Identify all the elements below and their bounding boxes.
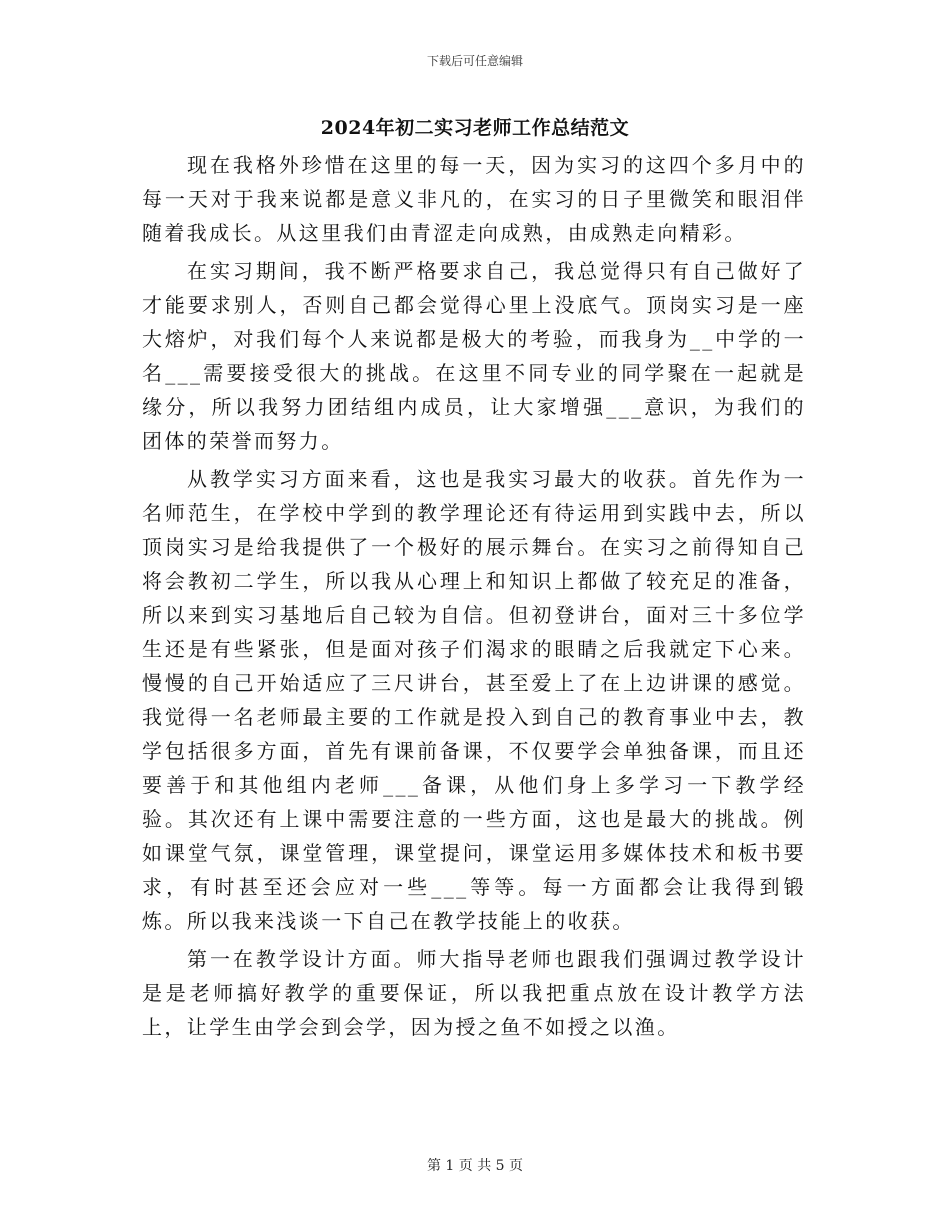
page-number: 第 1 页 共 5 页: [426, 1158, 524, 1174]
paragraph-3: 从教学实习方面来看，这也是我实习最大的收获。首先作为一名师范生，在学校中学到的教学理论还有待运用到实践中去，所以顶岗实习是给我提供了一个极好的展示舞台。在实习之前得知自己将会教初二学生，所以我从心理上和知识上都做了较充足的准备，所以来到实习基地后自己较为自信。但初登讲台，面对三十多位学生还是有些紧张，但是面对孩子们渴求的眼睛之后我就定下心来。慢慢的自己开始适应了三尺讲台，甚至爱上了在上边讲课的感觉。我觉得一名老师最主要的工作就是投入到自己的教育事业中去，教学包括很多方面，首先有课前备课，不仅要学会单独备课，而且还要善于和其他组内老师___备课，从他们身上多学习一下教学经验。其次还有上课中需要注意的一些方面，这也是最大的挑战。例如课堂气氛，课堂管理，课堂提问，课堂运用多媒体技术和板书要求，有时甚至还会应对一些___等等。每一方面都会让我得到锻炼。所以我来浅谈一下自己在教学技能上的收获。: [142, 467, 806, 933]
paragraph-2: 在实习期间，我不断严格要求自己，我总觉得只有自己做好了才能要求别人，否则自己都会觉得心里上没底气。顶岗实习是一座大熔炉，对我们每个人来说都是极大的考验，而我身为__中学的一名___需要接受很大的挑战。在这里不同专业的同学聚在一起就是缘分，所以我努力团结组内成员，让大家增强___意识，为我们的团体的荣誉而努力。: [142, 259, 806, 453]
paragraph-1: 现在我格外珍惜在这里的每一天，因为实习的这四个多月中的每一天对于我来说都是意义非凡的，在实习的日子里微笑和眼泪伴随着我成长。从这里我们由青涩走向成熟，由成熟走向精彩。: [142, 153, 806, 245]
page-header-note: 下载后可任意编辑: [426, 54, 523, 68]
paragraph-4: 第一在教学设计方面。师大指导老师也跟我们强调过教学设计是是老师搞好教学的重要保证，所以我把重点放在设计教学方法上，让学生由学会到会学，因为授之鱼不如授之以渔。: [142, 947, 806, 1039]
document-body: [142, 148, 806, 1048]
document-title: 2024年初二实习老师工作总结范文: [320, 117, 630, 139]
